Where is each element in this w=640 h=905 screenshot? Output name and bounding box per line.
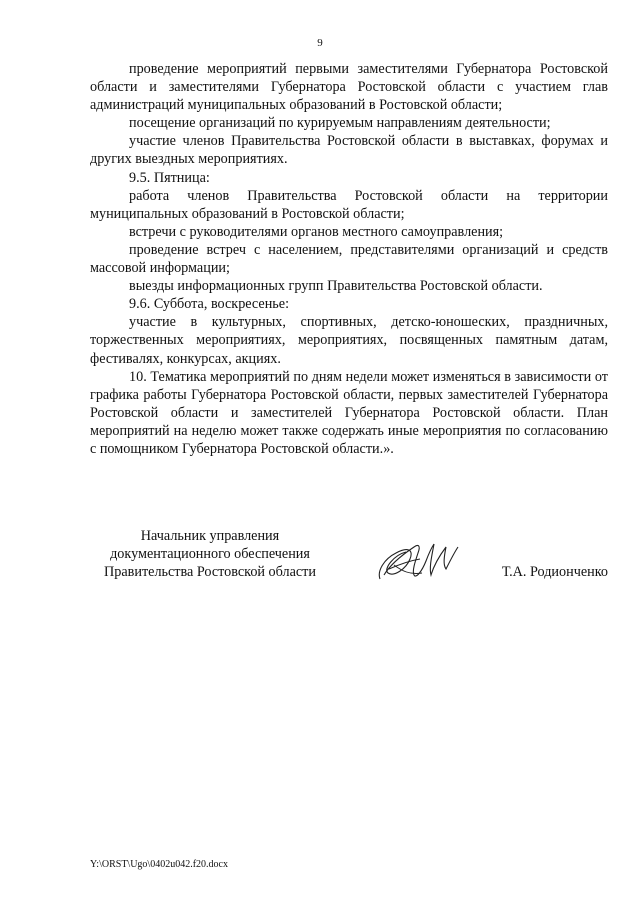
paragraph: участие членов Правительства Ростовской области в выставках, форумах и других выездных мероприятиях. (90, 133, 608, 168)
section-heading-weekend: 9.6. Суббота, воскресенье: (129, 296, 290, 313)
section-heading-friday: 9.5. Пятница: (129, 169, 210, 186)
page-number: 9 (317, 37, 323, 49)
signer-position-line: Начальник управления (140, 528, 280, 544)
paragraph: посещение организаций по курируемым направлениям деятельности; (129, 115, 551, 132)
document-body (90, 60, 608, 458)
file-path: Y:\ORST\Ugo\0402u042.f20.docx (90, 859, 228, 870)
signer-name: Т.А. Родионченко (501, 564, 608, 580)
signature-block (90, 527, 608, 597)
signer-position-line: Правительства Ростовской области (104, 564, 316, 581)
paragraph: проведение мероприятий первыми заместителями Губернатора Ростовской области и заместителями Губернатора Ростовской области с участием глав администраций муниципальных образований в Ростовской области; (90, 61, 608, 114)
paragraph: выезды информационных групп Правительства Ростовской области. (129, 278, 543, 295)
paragraph: участие в культурных, спортивных, детско-юношеских, праздничных, торжественных мероприятиях, мероприятиях, посвященных памятным датам, фестивалях, конкурсах, акциях. (90, 314, 608, 367)
signer-position-line: документационного обеспечения (110, 546, 310, 563)
paragraph: 10. Тематика мероприятий по дням недели может изменяться в зависимости от графика работы Губернатора Ростовской области, первых заместителей Губернатора Ростовской области и заместителей Губернатора Ростовской области. План мероприятий на неделю может также содержать иные мероприятия по согласованию с помощником Губернатора Ростовской области.». (90, 368, 608, 457)
paragraph: работа членов Правительства Ростовской области на территории муниципальных образований в Ростовской области; (90, 187, 608, 222)
paragraph: встречи с руководителями органов местного самоуправления; (129, 223, 504, 240)
signer-position (90, 527, 330, 581)
paragraph: проведение встреч с населением, представителями организаций и средств массовой информации; (90, 241, 608, 277)
handwritten-signature-icon (374, 535, 464, 585)
